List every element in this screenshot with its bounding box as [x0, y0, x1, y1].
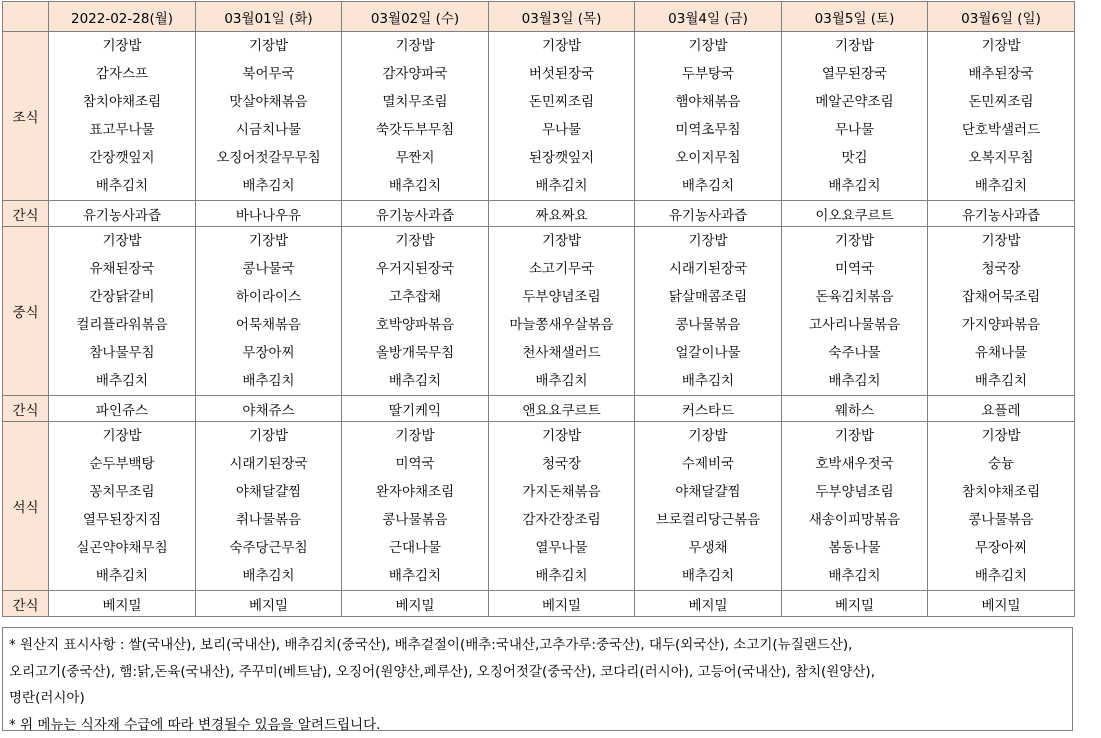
breakfast-cell: [782, 32, 928, 201]
menu-item: 야채달걀찜: [235, 484, 302, 500]
morning-snack-row: [3, 201, 1075, 227]
dinner-cell: [489, 422, 635, 591]
menu-item: 열무나물: [535, 540, 588, 556]
menu-item: 기장밥: [688, 233, 728, 249]
origin-note-line-1: * 원산지 표시사항 : 쌀(국내산), 보리(국내산), 배추김치(중국산), 배추겉절이(배추:국내산,고추가루:중국산), 대두(외국산), 소고기(뉴질랜드산),: [9, 637, 853, 653]
menu-item: 수제비국: [681, 456, 735, 472]
menu-item: 기장밥: [102, 428, 142, 444]
menu-item: 배추김치: [242, 178, 295, 194]
menu-item: 시래기된장국: [668, 261, 748, 277]
lunch-cell: [928, 227, 1075, 396]
menu-item: 기장밥: [834, 233, 875, 249]
menu-item: 기장밥: [248, 233, 289, 249]
menu-item: 무짠지: [395, 150, 435, 166]
menu-item: 야채달걀찜: [675, 484, 741, 500]
menu-item: 배추김치: [535, 568, 588, 584]
day-header: 03월01일 (화): [196, 2, 342, 32]
dinner-cell: [928, 422, 1075, 591]
menu-item: 배추김치: [828, 373, 881, 389]
lunch-cell: [342, 227, 489, 396]
evening-snack-cell: 베지밀: [489, 591, 635, 617]
breakfast-row: [3, 32, 1075, 201]
breakfast-cell: [49, 32, 196, 201]
menu-item: 배추김치: [388, 373, 442, 389]
menu-item: 북어무국: [242, 66, 295, 82]
menu-item: 꽁치무조림: [89, 484, 155, 500]
morning-snack-cell: 유기농사과즙: [635, 201, 782, 227]
menu-item: 배추김치: [974, 568, 1028, 584]
menu-item: 참치야채조림: [961, 484, 1041, 500]
menu-item: 올방개묵무침: [375, 345, 455, 361]
menu-item: 고사리나물볶음: [808, 317, 901, 333]
menu-item: 배추김치: [242, 568, 295, 584]
menu-item: 숙주나물: [828, 345, 881, 361]
menu-item: 기장밥: [541, 38, 582, 54]
menu-item: 기장밥: [541, 428, 582, 444]
menu-item: 숭늉: [987, 456, 1015, 472]
day-header: 03월5일 (토): [782, 2, 928, 32]
origin-note-line-2: 오리고기(중국산), 햄:닭,돈육(국내산), 주꾸미(베트남), 오징어(원양산,페루산), 오징어젓갈(중국산), 코다리(러시아), 고등어(국내산), 참치(원양산),: [9, 663, 875, 680]
menu-item: 돈민찌조림: [528, 94, 595, 110]
menu-item: 근대나물: [388, 540, 442, 556]
menu-item: 콩나물볶음: [675, 317, 741, 333]
menu-item: 배추김치: [681, 178, 735, 194]
menu-item: 배추김치: [95, 373, 149, 389]
menu-item: 닭살매콤조림: [668, 289, 748, 305]
lunch-cell: [782, 227, 928, 396]
menu-item: 숙주당근무침: [229, 540, 308, 556]
menu-item: 천사채샐러드: [522, 345, 601, 361]
menu-item: 배추김치: [535, 373, 588, 389]
menu-item: 감자양파국: [382, 66, 448, 82]
menu-item: 완자야채조림: [375, 484, 455, 500]
menu-item: 소고기무국: [528, 261, 595, 277]
menu-item: 기장밥: [981, 233, 1021, 249]
menu-item: 가지양파볶음: [961, 317, 1041, 333]
afternoon-snack-cell: 웨하스: [782, 396, 928, 422]
menu-item: 무나물: [834, 122, 875, 138]
evening-snack-cell: 베지밀: [49, 591, 196, 617]
menu-item: 기장밥: [981, 38, 1021, 54]
menu-item: 오복지무침: [968, 150, 1034, 166]
afternoon-snack-cell: 파인쥬스: [49, 396, 196, 422]
menu-item: 기장밥: [834, 428, 875, 444]
menu-item: 시금치나물: [235, 122, 302, 138]
dinner-cell: [342, 422, 489, 591]
menu-item: 콩나물볶음: [382, 512, 448, 528]
menu-item: 기장밥: [395, 233, 435, 249]
menu-item: 멸치무조림: [382, 94, 448, 110]
menu-item: 콩나물볶음: [968, 512, 1034, 528]
evening-snack-label: 간식: [3, 591, 49, 617]
breakfast-label: 조식: [3, 32, 49, 201]
day-header: 2022-02-28(월): [49, 2, 196, 32]
lunch-label: 중식: [3, 227, 49, 396]
menu-item: 하이라이스: [235, 289, 302, 305]
menu-item: 배추김치: [974, 178, 1028, 194]
breakfast-cell: [928, 32, 1075, 201]
menu-item: 미역초무침: [675, 122, 741, 138]
menu-item: 배추김치: [95, 178, 149, 194]
menu-item: 기장밥: [248, 38, 289, 54]
dinner-cell: [782, 422, 928, 591]
menu-item: 두부탕국: [681, 66, 735, 82]
menu-item: 미역국: [834, 261, 875, 277]
menu-item: 기장밥: [834, 38, 875, 54]
menu-item: 콩나물국: [242, 261, 295, 277]
menu-item: 기장밥: [248, 428, 289, 444]
header-row: [3, 2, 1075, 32]
evening-snack-row: [3, 591, 1075, 617]
afternoon-snack-cell: 앤요요쿠르트: [489, 396, 635, 422]
menu-item: 무나물: [541, 122, 582, 138]
menu-item: 배추김치: [95, 568, 149, 584]
breakfast-cell: [342, 32, 489, 201]
afternoon-snack-cell: 요플레: [928, 396, 1075, 422]
menu-item: 유채된장국: [89, 261, 155, 277]
evening-snack-cell: 베지밀: [196, 591, 342, 617]
menu-item: 호박새우젓국: [815, 456, 894, 472]
menu-item: 기장밥: [688, 428, 728, 444]
lunch-row: [3, 227, 1075, 396]
change-notice: * 위 메뉴는 식자재 수급에 따라 변경될수 있음을 알려드립니다.: [9, 716, 381, 733]
evening-snack-cell: 베지밀: [342, 591, 489, 617]
menu-item: 배추김치: [681, 568, 735, 584]
menu-item: 오이지무침: [675, 150, 741, 166]
menu-item: 메알곤약조림: [815, 94, 894, 110]
menu-item: 맛살야채볶음: [229, 94, 308, 110]
day-header: 03월6일 (일): [928, 2, 1075, 32]
menu-item: 기장밥: [395, 38, 435, 54]
menu-item: 배추김치: [388, 178, 442, 194]
menu-item: 두부양념조림: [815, 484, 894, 500]
breakfast-cell: [489, 32, 635, 201]
menu-item: 배추김치: [974, 373, 1028, 389]
lunch-cell: [49, 227, 196, 396]
menu-item: 배추된장국: [968, 66, 1034, 82]
menu-item: 배추김치: [828, 568, 881, 584]
menu-item: 기장밥: [395, 428, 435, 444]
menu-item: 호박양파볶음: [375, 317, 455, 333]
menu-item: 된장깻잎지: [528, 150, 595, 166]
menu-item: 배추김치: [828, 178, 881, 194]
day-header: 03월4일 (금): [635, 2, 782, 32]
meal-menu-table: [2, 1, 1075, 617]
notes-box: [2, 627, 1073, 731]
menu-item: 무장아찌: [242, 345, 295, 361]
origin-note-line-3: 명란(러시아): [9, 690, 85, 706]
menu-item: 청국장: [981, 261, 1021, 277]
menu-item: 오징어젓갈무무침: [216, 150, 321, 166]
menu-item: 열무된장지짐: [82, 512, 162, 528]
afternoon-snack-label: 간식: [3, 396, 49, 422]
menu-item: 시래기된장국: [229, 456, 308, 472]
menu-item: 유채나물: [974, 345, 1028, 361]
dinner-cell: [635, 422, 782, 591]
menu-item: 기장밥: [102, 233, 142, 249]
menu-item: 기장밥: [102, 38, 142, 54]
menu-item: 가지돈채볶음: [522, 484, 601, 500]
menu-item: 맛김: [841, 150, 868, 166]
menu-item: 돈육김치볶음: [815, 289, 894, 305]
menu-item: 표고무나물: [89, 122, 155, 138]
corner-cell: [3, 2, 49, 32]
morning-snack-cell: 유기농사과즙: [928, 201, 1075, 227]
lunch-cell: [635, 227, 782, 396]
day-header: 03월02일 (수): [342, 2, 489, 32]
evening-snack-cell: 베지밀: [782, 591, 928, 617]
menu-item: 무생채: [688, 540, 728, 556]
menu-item: 취나물볶음: [235, 512, 302, 528]
lunch-cell: [489, 227, 635, 396]
morning-snack-cell: 유기농사과즙: [49, 201, 196, 227]
menu-item: 봄동나물: [828, 540, 881, 556]
afternoon-snack-row: [3, 396, 1075, 422]
menu-item: 두부양념조림: [522, 289, 601, 305]
menu-item: 순두부백탕: [89, 456, 155, 472]
evening-snack-cell: 베지밀: [635, 591, 782, 617]
menu-item: 고추잡채: [388, 289, 442, 305]
menu-item: 쑥갓두부무침: [375, 122, 455, 138]
menu-item: 간장닭갈비: [89, 289, 155, 305]
dinner-cell: [49, 422, 196, 591]
menu-item: 감자간장조림: [522, 512, 601, 528]
menu-item: 브로컬리당근볶음: [655, 512, 761, 528]
morning-snack-cell: 바나나우유: [196, 201, 342, 227]
menu-item: 단호박샐러드: [961, 122, 1041, 138]
menu-item: 돈민찌조림: [968, 94, 1034, 110]
morning-snack-cell: 유기농사과즙: [342, 201, 489, 227]
menu-item: 햄야채볶음: [675, 94, 741, 110]
dinner-row: [3, 422, 1075, 591]
dinner-label: 석식: [3, 422, 49, 591]
menu-item: 버섯된장국: [528, 66, 595, 82]
afternoon-snack-cell: 커스타드: [635, 396, 782, 422]
evening-snack-cell: 베지밀: [928, 591, 1075, 617]
menu-item: 참나물무침: [89, 345, 155, 361]
day-header: 03월3일 (목): [489, 2, 635, 32]
menu-item: 어묵채볶음: [235, 317, 302, 333]
menu-item: 무장아찌: [974, 540, 1028, 556]
menu-item: 새송이피망볶음: [808, 512, 901, 528]
menu-item: 기장밥: [981, 428, 1021, 444]
morning-snack-cell: 짜요짜요: [489, 201, 635, 227]
menu-item: 기장밥: [541, 233, 582, 249]
menu-item: 배추김치: [242, 373, 295, 389]
menu-item: 감자스프: [95, 66, 149, 82]
menu-item: 기장밥: [688, 38, 728, 54]
menu-item: 컬리플라워볶음: [76, 317, 168, 333]
menu-item: 배추김치: [681, 373, 735, 389]
morning-snack-cell: 이오요쿠르트: [782, 201, 928, 227]
dinner-cell: [196, 422, 342, 591]
breakfast-cell: [196, 32, 342, 201]
menu-item: 마늘쫑새우살볶음: [509, 317, 614, 333]
menu-item: 청국장: [541, 456, 582, 472]
menu-item: 배추김치: [388, 568, 442, 584]
menu-item: 잡채어묵조림: [961, 289, 1041, 305]
menu-item: 미역국: [395, 456, 435, 472]
afternoon-snack-cell: 딸기케익: [342, 396, 489, 422]
menu-item: 실곤약야채무침: [76, 540, 168, 556]
menu-item: 열무된장국: [821, 66, 888, 82]
lunch-cell: [196, 227, 342, 396]
menu-item: 얼갈이나물: [675, 345, 741, 361]
morning-snack-label: 간식: [3, 201, 49, 227]
breakfast-cell: [635, 32, 782, 201]
menu-item: 배추김치: [535, 178, 588, 194]
afternoon-snack-cell: 야채쥬스: [196, 396, 342, 422]
menu-item: 참치야채조림: [82, 94, 162, 110]
menu-item: 간장깻잎지: [89, 150, 155, 166]
menu-item: 우거지된장국: [375, 261, 455, 277]
